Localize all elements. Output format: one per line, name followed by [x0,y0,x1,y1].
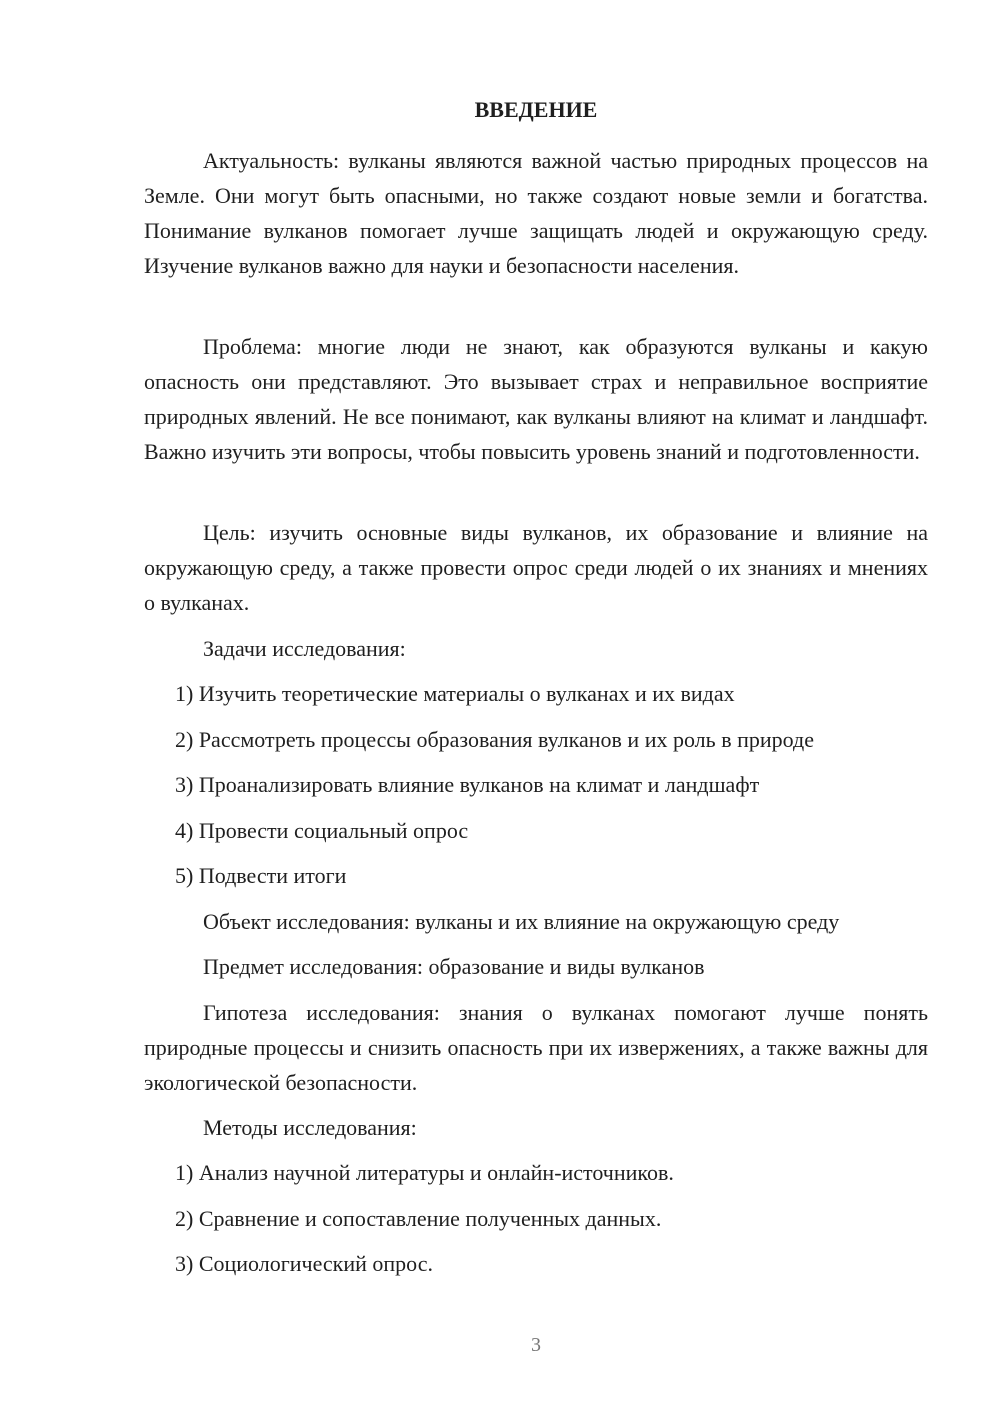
subject-line [144,949,928,984]
task-item-text: 3) Проанализировать влияние вулканов на климат и ландшафт [175,772,760,797]
task-item [144,676,928,711]
methods-heading [144,1110,928,1145]
method-item [144,1246,928,1281]
task-item [144,858,928,893]
relevance-text: Актуальность: вулканы являются важной частью природных процессов на Земле. Они могут быть опасными, но также создают новые земли и богатства. Понимание вулканов помогает лучше защищать людей и окружающую среду. Изучение вулканов важно для науки и безопасности населения. [144,148,928,278]
problem-text: Проблема: многие люди не знают, как образуются вулканы и какую опасность они представляют. Это вызывает страх и неправильное восприятие природных явлений. Не все понимают, как вулканы влияют на климат и ландшафт. Важно изучить эти вопросы, чтобы повысить уровень знаний и подготовленности. [144,334,928,464]
method-item [144,1155,928,1190]
methods-heading-text: Методы исследования: [203,1115,417,1140]
page-number: 3 [531,1334,541,1356]
paragraph-problem [144,329,928,469]
task-item-text: 2) Рассмотреть процессы образования вулканов и их роль в природе [175,727,814,752]
task-item-text: 4) Провести социальный опрос [175,818,469,843]
hypothesis-text: Гипотеза исследования: знания о вулканах помогают лучше понять природные процессы и снизить опасность при их извержениях, а также важны для экологической безопасности. [144,1000,928,1095]
method-item-text: 1) Анализ научной литературы и онлайн-источников. [175,1160,674,1185]
section-title: ВВЕДЕНИЕ [474,97,598,122]
paragraph-goal [144,515,928,620]
object-line [144,904,928,939]
tasks-heading-text: Задачи исследования: [203,636,406,661]
paragraph-relevance [144,143,928,283]
tasks-heading [144,631,928,666]
task-item-text: 5) Подвести итоги [175,863,347,888]
task-item [144,767,928,802]
paragraph-hypothesis [144,995,928,1100]
method-item-text: 3) Социологический опрос. [175,1251,433,1276]
task-item-text: 1) Изучить теоретические материалы о вулканах и их видах [175,681,735,706]
method-item-text: 2) Сравнение и сопоставление полученных данных. [175,1206,662,1231]
subject-text: Предмет исследования: образование и виды вулканов [203,954,705,979]
task-item [144,722,928,757]
task-item [144,813,928,848]
method-item [144,1201,928,1236]
object-text: Объект исследования: вулканы и их влияние на окружающую среду [203,909,840,934]
goal-text: Цель: изучить основные виды вулканов, их образование и влияние на окружающую среду, а также провести опрос среди людей о их знаниях и мнениях о вулканах. [144,520,928,615]
